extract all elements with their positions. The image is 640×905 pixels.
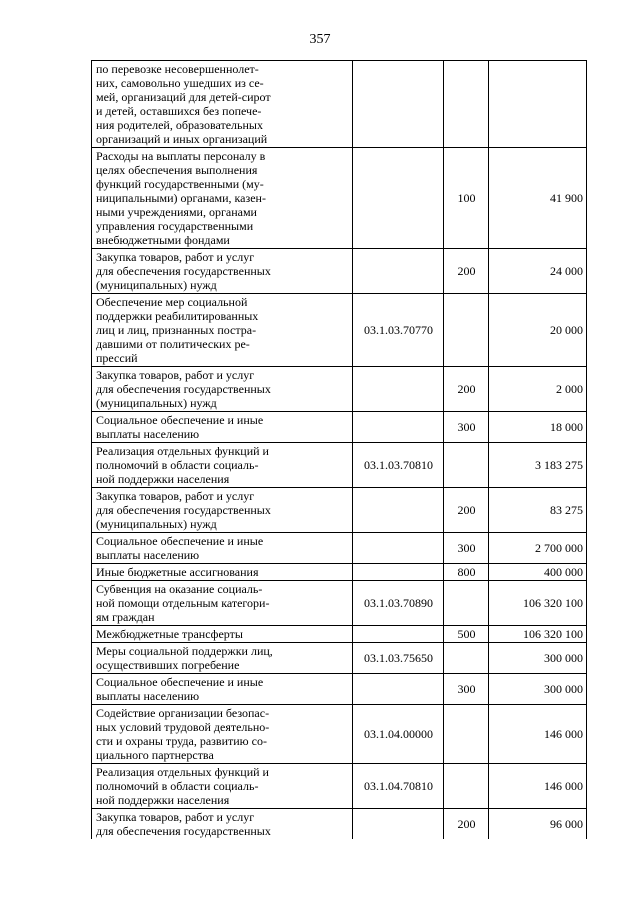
expense-type-cell: 300 <box>444 533 489 564</box>
amount-cell: 3 183 275 <box>489 443 587 488</box>
target-code-cell <box>353 488 444 533</box>
target-code-cell <box>353 533 444 564</box>
expense-type-cell <box>444 61 489 148</box>
expense-name-line: Закупка товаров, работ и услуг <box>96 250 255 264</box>
expense-name-line: Социальное обеспечение и иные <box>96 534 264 548</box>
expense-name-cell <box>92 61 353 148</box>
expense-name-line: (муниципальных) нужд <box>96 396 217 410</box>
table-row <box>92 674 587 705</box>
expense-name-line: (муниципальных) нужд <box>96 278 217 292</box>
expense-name-line: Содействие организации безопас- <box>96 706 270 720</box>
expense-name-cell <box>92 764 353 809</box>
expense-type-cell: 500 <box>444 626 489 643</box>
expense-name-line: Субвенция на оказание социаль- <box>96 582 263 596</box>
expense-name-line: для обеспечения государственных <box>96 824 271 838</box>
amount-cell: 2 700 000 <box>489 533 587 564</box>
target-code-cell <box>353 809 444 840</box>
amount-cell: 24 000 <box>489 249 587 294</box>
expense-type-cell: 200 <box>444 488 489 533</box>
target-code-cell <box>353 564 444 581</box>
expense-name-cell <box>92 674 353 705</box>
table-row <box>92 294 587 367</box>
amount-cell: 300 000 <box>489 674 587 705</box>
expense-name-line: целях обеспечения выполнения <box>96 163 258 177</box>
expense-name-cell <box>92 148 353 249</box>
expense-name-cell <box>92 809 353 840</box>
target-code-cell: 03.1.04.70810 <box>353 764 444 809</box>
expense-name-line: ных условий трудовой деятельно- <box>96 720 270 734</box>
expense-name-cell <box>92 643 353 674</box>
expense-name-line: ниципальными) органами, казен- <box>96 191 266 205</box>
table-row <box>92 412 587 443</box>
expense-name-line: выплаты населению <box>96 427 200 441</box>
expense-name-line: Расходы на выплаты персоналу в <box>96 149 266 163</box>
expense-name-line: внебюджетными фондами <box>96 233 230 247</box>
expense-name-line: (муниципальных) нужд <box>96 517 217 531</box>
table-row <box>92 367 587 412</box>
expense-type-cell <box>444 581 489 626</box>
expense-name-line: ной помощи отдельным категори- <box>96 596 270 610</box>
target-code-cell <box>353 626 444 643</box>
expense-name-line: Закупка товаров, работ и услуг <box>96 489 255 503</box>
expense-type-cell <box>444 443 489 488</box>
target-code-cell: 03.1.03.75650 <box>353 643 444 674</box>
amount-cell: 106 320 100 <box>489 626 587 643</box>
expense-name-line: осуществивших погребение <box>96 658 240 672</box>
expense-name-line: давшими от политических ре- <box>96 337 250 351</box>
amount-cell: 96 000 <box>489 809 587 840</box>
expense-name-line: ния родителей, образовательных <box>96 118 263 132</box>
expense-type-cell: 800 <box>444 564 489 581</box>
expense-type-cell: 200 <box>444 249 489 294</box>
expense-name-line: для обеспечения государственных <box>96 503 271 517</box>
amount-cell: 2 000 <box>489 367 587 412</box>
expense-name-cell <box>92 294 353 367</box>
expense-type-cell <box>444 764 489 809</box>
page-number: 357 <box>309 32 331 47</box>
expense-name-line: для обеспечения государственных <box>96 382 271 396</box>
expense-type-cell <box>444 294 489 367</box>
table-row <box>92 148 587 249</box>
target-code-cell <box>353 61 444 148</box>
expense-name-line: сти и охраны труда, развитию со- <box>96 734 267 748</box>
expense-name-line: выплаты населению <box>96 689 200 703</box>
expense-name-line: для обеспечения государственных <box>96 264 271 278</box>
target-code-cell: 03.1.03.70890 <box>353 581 444 626</box>
amount-cell: 400 000 <box>489 564 587 581</box>
table-row <box>92 488 587 533</box>
expense-name-line: по перевозке несовершеннолет- <box>96 62 259 76</box>
amount-cell: 18 000 <box>489 412 587 443</box>
expense-type-cell: 100 <box>444 148 489 249</box>
expense-name-line: функций государственными (му- <box>96 177 264 191</box>
expense-name-cell <box>92 533 353 564</box>
expense-type-cell: 300 <box>444 412 489 443</box>
amount-cell: 300 000 <box>489 643 587 674</box>
expense-type-cell <box>444 643 489 674</box>
amount-cell: 41 900 <box>489 148 587 249</box>
expense-name-line: Меры социальной поддержки лиц, <box>96 644 273 658</box>
expense-name-line: выплаты населению <box>96 548 200 562</box>
expense-name-line: Иные бюджетные ассигнования <box>96 565 259 579</box>
expense-name-line: Обеспечение мер социальной <box>96 295 248 309</box>
expense-name-line: ными учреждениями, органами <box>96 205 257 219</box>
table-row <box>92 809 587 840</box>
expense-name-line: полномочий в области социаль- <box>96 779 259 793</box>
expense-name-line: ной поддержки населения <box>96 472 230 486</box>
expense-type-cell: 300 <box>444 674 489 705</box>
budget-table-body <box>92 61 587 840</box>
expense-name-line: полномочий в области социаль- <box>96 458 259 472</box>
table-row <box>92 249 587 294</box>
expense-name-line: организаций и иных организаций <box>96 132 268 146</box>
target-code-cell: 03.1.03.70810 <box>353 443 444 488</box>
table-row <box>92 581 587 626</box>
target-code-cell <box>353 148 444 249</box>
expense-name-line: Социальное обеспечение и иные <box>96 675 264 689</box>
amount-cell: 106 320 100 <box>489 581 587 626</box>
amount-cell: 146 000 <box>489 764 587 809</box>
expense-name-cell <box>92 443 353 488</box>
expense-name-line: Закупка товаров, работ и услуг <box>96 810 255 824</box>
amount-cell: 20 000 <box>489 294 587 367</box>
amount-cell <box>489 61 587 148</box>
expense-name-cell <box>92 412 353 443</box>
expense-name-line: Социальное обеспечение и иные <box>96 413 264 427</box>
expense-name-cell <box>92 488 353 533</box>
expense-name-line: лиц и лиц, признанных постра- <box>96 323 257 337</box>
target-code-cell <box>353 412 444 443</box>
expense-name-line: прессий <box>96 351 138 365</box>
expense-name-line: Реализация отдельных функций и <box>96 444 269 458</box>
expense-name-line: циального партнерства <box>96 748 214 762</box>
expense-name-line: управления государственными <box>96 219 254 233</box>
expense-name-line: мей, организаций для детей-сирот <box>96 90 271 104</box>
expense-name-cell <box>92 581 353 626</box>
expense-name-line: них, самовольно ушедших из се- <box>96 76 264 90</box>
expense-name-line: поддержки реабилитированных <box>96 309 259 323</box>
target-code-cell <box>353 674 444 705</box>
expense-name-cell <box>92 249 353 294</box>
expense-name-cell <box>92 705 353 764</box>
amount-cell: 146 000 <box>489 705 587 764</box>
target-code-cell: 03.1.04.00000 <box>353 705 444 764</box>
table-row <box>92 564 587 581</box>
expense-name-line: ной поддержки населения <box>96 793 230 807</box>
table-row <box>92 764 587 809</box>
expense-type-cell: 200 <box>444 809 489 840</box>
table-row <box>92 61 587 148</box>
target-code-cell <box>353 249 444 294</box>
budget-table <box>91 60 587 839</box>
expense-name-cell <box>92 367 353 412</box>
amount-cell: 83 275 <box>489 488 587 533</box>
table-row <box>92 443 587 488</box>
expense-type-cell: 200 <box>444 367 489 412</box>
table-row <box>92 643 587 674</box>
target-code-cell: 03.1.03.70770 <box>353 294 444 367</box>
expense-name-line: Межбюджетные трансферты <box>96 627 243 641</box>
expense-name-cell <box>92 564 353 581</box>
expense-name-line: ям граждан <box>96 610 155 624</box>
expense-type-cell <box>444 705 489 764</box>
expense-name-line: и детей, оставшихся без попече- <box>96 104 262 118</box>
expense-name-cell <box>92 626 353 643</box>
table-row <box>92 626 587 643</box>
table-row <box>92 533 587 564</box>
expense-name-line: Реализация отдельных функций и <box>96 765 269 779</box>
table-row <box>92 705 587 764</box>
target-code-cell <box>353 367 444 412</box>
expense-name-line: Закупка товаров, работ и услуг <box>96 368 255 382</box>
